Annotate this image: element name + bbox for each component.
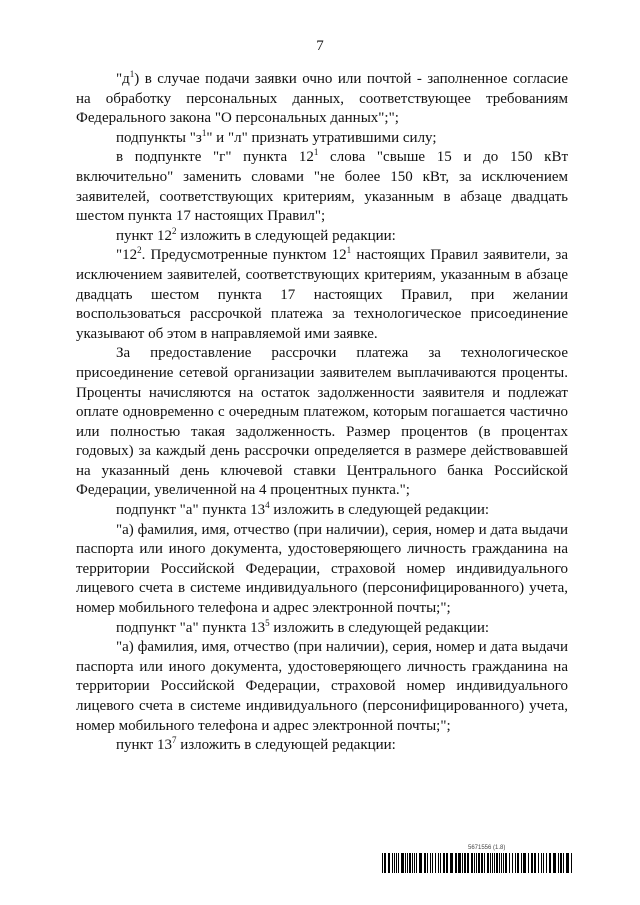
paragraph-text: "12: [116, 247, 138, 264]
document-paragraph: [76, 227, 568, 247]
paragraph-text: слова "свыше 15 и до 150 кВт включительно" заменить словами "не более 150 кВт, за исключением заявителей, соответствующих критериям, указанным в абзаце двадцать шестом пункта 17 настоящих Правил";: [76, 149, 569, 225]
document-body: [76, 70, 568, 756]
paragraph-text: пункт 13: [116, 737, 172, 754]
document-paragraph: [76, 246, 568, 344]
barcode-icon: [382, 853, 572, 873]
document-paragraph: [76, 344, 568, 501]
paragraph-text: ) в случае подачи заявки очно или почтой - заполненное согласие на обработку персональных данных, соответствующее требованиям Федерального закона "О персональных данных";";: [76, 71, 568, 127]
superscript-index: 1: [346, 245, 352, 256]
document-paragraph: [76, 736, 568, 756]
superscript-index: 2: [171, 225, 177, 236]
paragraph-text: подпункты "з: [116, 129, 202, 146]
paragraph-text: "д: [116, 71, 130, 87]
paragraph-text: подпункт "а" пункта 13: [116, 502, 266, 519]
paragraph-text: изложить в следующей редакции:: [176, 227, 396, 244]
paragraph-text: За предоставление рассрочки платежа за технологическое присоединение сетевой организации заявителем выплачиваются проценты. Проценты начисляются на остаток задолженности заявителя и подлежат оплате одновременно с очередным платежом, которым погашается частично или полностью такая задолженность. Размер процентов (в процентах годовых) за каждый день рассрочки определяется в размере действовавшей на указанный день ключевой ставки Центрального банка Российской Федерации, увеличенной на 4 процентных пункта.";: [76, 345, 568, 499]
paragraph-text: настоящих Правил заявители, за исключением заявителей, соответствующих критериям, указанным в абзаце двадцать шестом пункта 17 настоящих Правил, при желании воспользоваться рассрочкой платежа за технологическое присоединение указывают об этом в направляемой ими заявке.: [76, 247, 568, 342]
paragraph-text: в подпункте "г" пункта 12: [116, 149, 314, 166]
paragraph-text: . Предусмотренные пунктом 12: [141, 247, 347, 264]
superscript-index: 5: [265, 617, 270, 628]
paragraph-text: пункт 12: [116, 227, 172, 244]
document-paragraph: [76, 638, 568, 736]
document-paragraph: [76, 148, 568, 226]
document-paragraph: [76, 501, 568, 521]
paragraph-text: " и "л" признать утратившими силу;: [206, 129, 437, 146]
paragraph-text: подпункт "а" пункта 13: [116, 619, 266, 636]
paragraph-text: "а) фамилия, имя, отчество (при наличии), серия, номер и дата выдачи паспорта или иного документа, удостоверяющего личность гражданина на территории Российской Федерации, страховой номер индивидуального лицевого счета в системе индивидуального (персонифицированного) учета, номер мобильного телефона и адрес электронной почты;";: [76, 521, 568, 617]
paragraph-text: "а) фамилия, имя, отчество (при наличии), серия, номер и дата выдачи паспорта или иного документа, удостоверяющего личность гражданина на территории Российской Федерации, страховой номер индивидуального лицевого счета в системе индивидуального (персонифицированного) учета, номер мобильного телефона и адрес электронной почты;";: [76, 639, 568, 734]
document-code: 5671556 (1.8): [468, 845, 506, 851]
document-paragraph: [76, 619, 568, 639]
paragraph-text: изложить в следующей редакции:: [269, 502, 490, 519]
superscript-index: 1: [313, 147, 319, 158]
document-paragraph: [76, 129, 568, 149]
page-number: 7: [316, 38, 324, 54]
paragraph-text: изложить в следующей редакции:: [269, 619, 490, 636]
superscript-index: 2: [137, 245, 142, 256]
superscript-index: 4: [265, 500, 270, 511]
document-paragraph: [76, 70, 568, 129]
document-paragraph: [76, 521, 568, 619]
superscript-index: 1: [129, 69, 135, 79]
paragraph-text: изложить в следующей редакции:: [176, 737, 396, 754]
superscript-index: 7: [171, 735, 177, 746]
superscript-index: 1: [201, 127, 207, 138]
